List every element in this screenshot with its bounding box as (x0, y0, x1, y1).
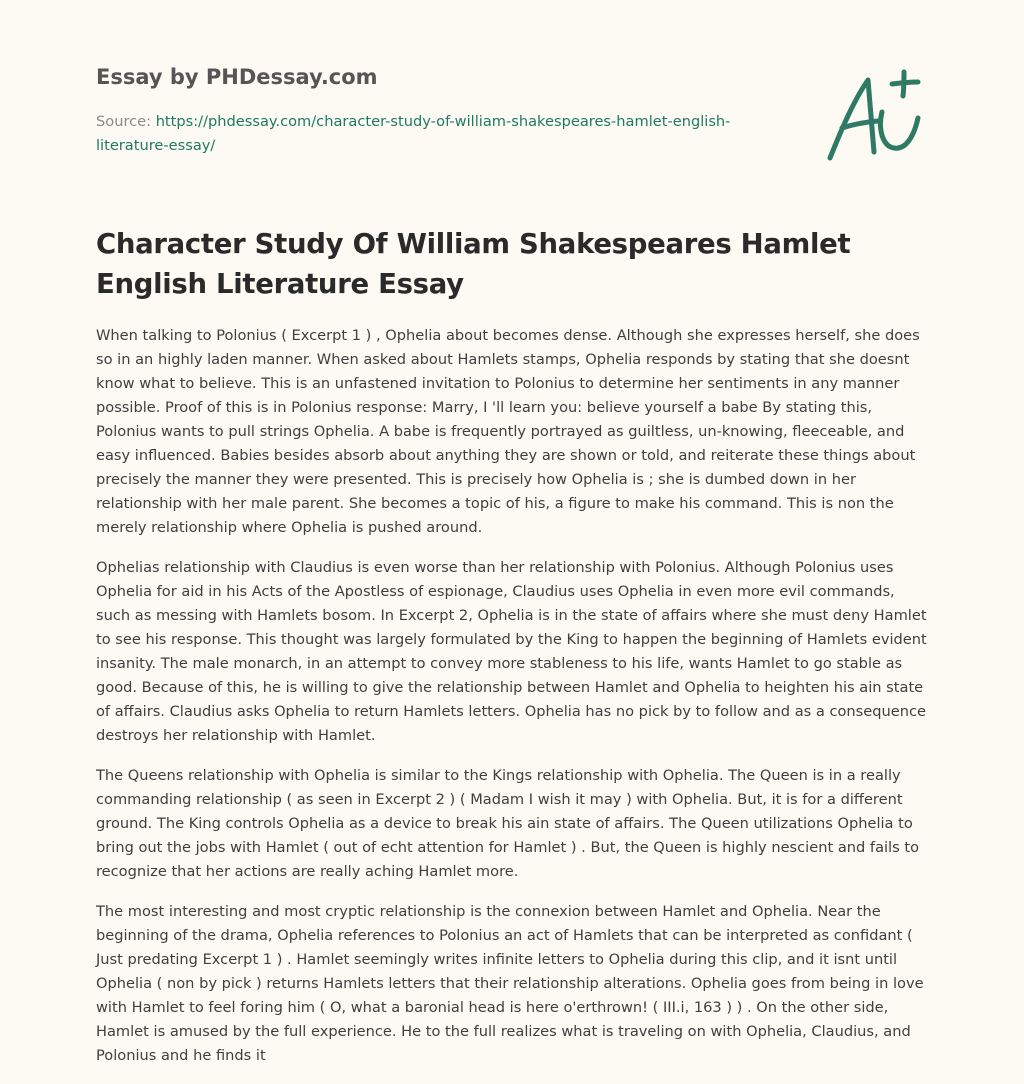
source-link[interactable]: https://phdessay.com/character-study-of-william-shakespeares-hamlet-english-literature-essay/ (96, 113, 731, 154)
source-line (96, 110, 776, 158)
essay-paragraph: Ophelias relationship with Claudius is even worse than her relationship with Polonius. Although Polonius uses Ophelia for aid in his Acts of the Apostless of espionage, Claudius uses Ophelia in even more evil commands, such as messing with Hamlets bosom. In Excerpt 2, Ophelia is in the state of affairs where she must deny Hamlet to see his response. This thought was largely formulated by the King to happen the beginning of Hamlets evident insanity. The male monarch, in an attempt to convey more stableness to his life, wants Hamlet to go stable as good. Because of this, he is willing to give the relationship between Hamlet and Ophelia to heighten his ain state of affairs. Claudius asks Ophelia to return Hamlets letters. Ophelia has no pick by to follow and as a consequence destroys her relationship with Hamlet. (96, 559, 927, 744)
page-header (96, 62, 796, 158)
essay-paragraph: When talking to Polonius ( Excerpt 1 ) , Ophelia about becomes dense. Although she expresses herself, she does so in an highly laden manner. When asked about Hamlets stamps, Ophelia responds by stating that she doesnt know what to believe. This is an unfastened invitation to Polonius to determine her sentiments in any manner possible. Proof of this is in Polonius response: Marry, I 'll learn you: believe yourself a babe By stating this, Polonius wants to pull strings Ophelia. A babe is frequently portrayed as guiltless, un-knowing, fleeceable, and easy influenced. Babies besides absorb about anything they are shown or told, and reiterate these things about precisely the manner they were presented. This is precisely how Ophelia is ; she is dumbed down in her relationship with her male parent. She becomes a topic of his, a figure to make his command. This is non the merely relationship where Ophelia is pushed around. (96, 327, 920, 536)
essay-paragraph: The most interesting and most cryptic relationship is the connexion between Hamlet and Ophelia. Near the beginning of the drama, Ophelia references to Polonius an act of Hamlets that can be interpreted as confidant ( Just predating Excerpt 1 ) . Hamlet seemingly writes infinite letters to Ophelia during this clip, and it isnt until Ophelia ( non by pick ) returns Hamlets letters that their relationship alterations. Ophelia goes from being in love with Hamlet to feel foring him ( O, what a baronial head is here o'erthrown! ( III.i, 163 ) ) . On the other side, Hamlet is amused by the full experience. He to the full realizes what is traveling on with Ophelia, Claudius, and Polonius and he finds it (96, 903, 924, 1064)
source-label: Source: (96, 113, 152, 130)
site-brand: Essay by PHDessay.com (96, 65, 378, 89)
a-plus-grade-icon (820, 66, 930, 166)
essay-paragraph: The Queens relationship with Ophelia is similar to the Kings relationship with Ophelia. The Queen is in a really commanding relationship ( as seen in Excerpt 2 ) ( Madam I wish it may ) with Ophelia. But, it is for a different ground. The King controls Ophelia as a device to break his ain state of affairs. The Queen utilizations Ophelia to bring out the jobs with Hamlet ( out of echt attention for Hamlet ) . But, the Queen is highly nescient and fails to recognize that her actions are really aching Hamlet more. (96, 767, 920, 880)
essay-title: Character Study Of William Shakespeares Hamlet English Literature Essay (96, 228, 851, 300)
essay-body (96, 324, 932, 1084)
